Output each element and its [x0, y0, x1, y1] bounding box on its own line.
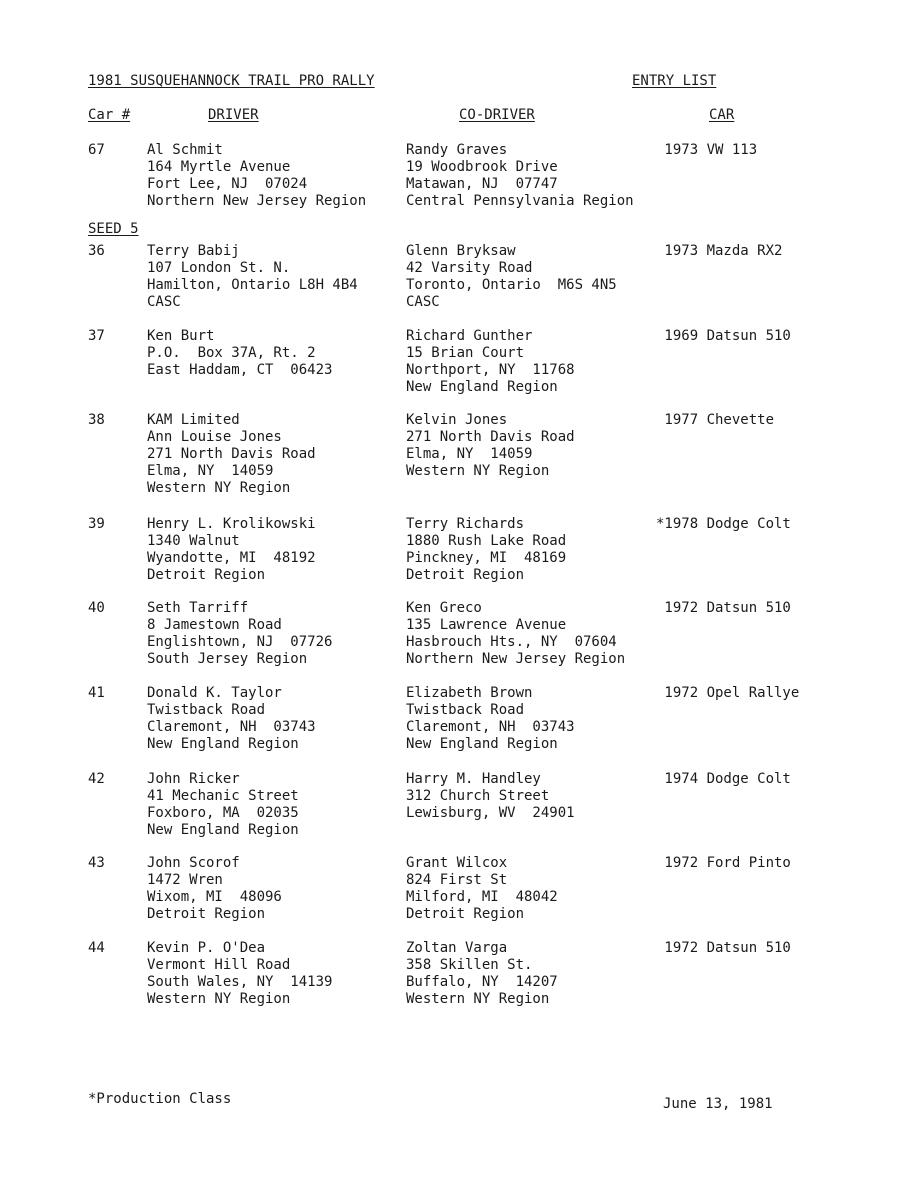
car-model: 1977 Chevette — [656, 412, 775, 428]
driver-line: South Jersey Region — [147, 651, 308, 667]
co-driver-line: Western NY Region — [406, 463, 550, 479]
co-driver-line: Twistback Road — [406, 702, 525, 718]
co-driver-line: Grant Wilcox — [406, 855, 508, 871]
driver-line: P.O. Box 37A, Rt. 2 — [147, 345, 316, 361]
co-driver-line: Elma, NY 14059 — [406, 446, 533, 462]
driver-line: New England Region — [147, 822, 299, 838]
driver-line: Englishtown, NJ 07726 — [147, 634, 333, 650]
driver-line: South Wales, NY 14139 — [147, 974, 333, 990]
co-driver-line: Matawan, NJ 07747 — [406, 176, 558, 192]
car-model: *1978 Dodge Colt — [656, 516, 791, 532]
co-driver-line: Buffalo, NY 14207 — [406, 974, 558, 990]
driver-line: Kevin P. O'Dea — [147, 940, 266, 956]
co-driver-line: 1880 Rush Lake Road — [406, 533, 567, 549]
co-driver-info — [406, 243, 617, 311]
driver-info — [147, 771, 299, 839]
co-driver-line: Terry Richards — [406, 516, 525, 532]
co-driver-line: 824 First St — [406, 872, 508, 888]
driver-line: Seth Tarriff — [147, 600, 249, 616]
driver-line: Elma, NY 14059 — [147, 463, 274, 479]
co-driver-line: Milford, MI 48042 — [406, 889, 558, 905]
co-driver-line: Ken Greco — [406, 600, 482, 616]
driver-line: 271 North Davis Road — [147, 446, 316, 462]
driver-line: Henry L. Krolikowski — [147, 516, 316, 532]
co-driver-line: CASC — [406, 294, 440, 310]
car-model: 1973 VW 113 — [656, 142, 758, 158]
co-driver-line: New England Region — [406, 736, 558, 752]
co-driver-info — [406, 855, 558, 923]
document-date: June 13, 1981 — [663, 1096, 773, 1112]
co-driver-line: Western NY Region — [406, 991, 550, 1007]
co-driver-line: Central Pennsylvania Region — [406, 193, 634, 209]
car-number: 36 — [88, 243, 105, 259]
co-driver-info — [406, 142, 634, 210]
co-driver-line: Detroit Region — [406, 906, 525, 922]
driver-info — [147, 855, 282, 923]
driver-info — [147, 412, 316, 497]
driver-line: 1340 Walnut — [147, 533, 240, 549]
car-number: 44 — [88, 940, 105, 956]
co-driver-line: Zoltan Varga — [406, 940, 508, 956]
driver-info — [147, 328, 332, 379]
co-driver-line: 358 Skillen St. — [406, 957, 533, 973]
document-title: 1981 SUSQUEHANNOCK TRAIL PRO RALLY — [88, 73, 375, 89]
co-driver-line: Richard Gunther — [406, 328, 533, 344]
column-header-car: CAR — [709, 107, 735, 123]
driver-line: Foxboro, MA 02035 — [147, 805, 299, 821]
driver-line: Western NY Region — [147, 480, 291, 496]
driver-line: 41 Mechanic Street — [147, 788, 299, 804]
driver-line: 8 Jamestown Road — [147, 617, 282, 633]
driver-line: Vermont Hill Road — [147, 957, 291, 973]
co-driver-line: Claremont, NH 03743 — [406, 719, 575, 735]
driver-line: 107 London St. N. — [147, 260, 291, 276]
co-driver-line: New England Region — [406, 379, 558, 395]
co-driver-line: Randy Graves — [406, 142, 508, 158]
driver-line: Al Schmit — [147, 142, 223, 158]
co-driver-line: 42 Varsity Road — [406, 260, 533, 276]
driver-info — [147, 516, 316, 584]
driver-line: Wixom, MI 48096 — [147, 889, 282, 905]
car-number: 43 — [88, 855, 105, 871]
car-model: 1969 Datsun 510 — [656, 328, 791, 344]
driver-line: Detroit Region — [147, 906, 266, 922]
car-number: 42 — [88, 771, 105, 787]
co-driver-line: 135 Lawrence Avenue — [406, 617, 567, 633]
car-model: 1972 Datsun 510 — [656, 600, 791, 616]
driver-line: John Ricker — [147, 771, 240, 787]
driver-info — [147, 940, 332, 1008]
seed-label: SEED 5 — [88, 221, 139, 237]
driver-line: 1472 Wren — [147, 872, 223, 888]
driver-line: KAM Limited — [147, 412, 240, 428]
driver-line: Wyandotte, MI 48192 — [147, 550, 316, 566]
co-driver-line: Elizabeth Brown — [406, 685, 533, 701]
co-driver-line: 19 Woodbrook Drive — [406, 159, 558, 175]
column-header-driver: DRIVER — [208, 107, 259, 123]
car-number: 38 — [88, 412, 105, 428]
driver-line: Western NY Region — [147, 991, 291, 1007]
co-driver-info — [406, 412, 575, 480]
car-model: 1972 Datsun 510 — [656, 940, 791, 956]
driver-info — [147, 600, 332, 668]
co-driver-line: Hasbrouch Hts., NY 07604 — [406, 634, 617, 650]
driver-line: Twistback Road — [147, 702, 266, 718]
co-driver-info — [406, 328, 575, 396]
column-header-co-driver: CO-DRIVER — [459, 107, 535, 123]
driver-info — [147, 142, 366, 210]
car-model: 1973 Mazda RX2 — [656, 243, 783, 259]
car-number: 39 — [88, 516, 105, 532]
car-number: 41 — [88, 685, 105, 701]
driver-line: CASC — [147, 294, 181, 310]
driver-line: John Scorof — [147, 855, 240, 871]
co-driver-line: Northern New Jersey Region — [406, 651, 626, 667]
driver-line: Detroit Region — [147, 567, 266, 583]
co-driver-line: Kelvin Jones — [406, 412, 508, 428]
car-model: 1972 Ford Pinto — [656, 855, 791, 871]
driver-line: East Haddam, CT 06423 — [147, 362, 333, 378]
driver-line: Fort Lee, NJ 07024 — [147, 176, 308, 192]
driver-line: New England Region — [147, 736, 299, 752]
co-driver-line: Northport, NY 11768 — [406, 362, 575, 378]
co-driver-line: Toronto, Ontario M6S 4N5 — [406, 277, 617, 293]
co-driver-line: 312 Church Street — [406, 788, 550, 804]
driver-line: Ann Louise Jones — [147, 429, 282, 445]
co-driver-line: Glenn Bryksaw — [406, 243, 516, 259]
driver-line: Terry Babij — [147, 243, 240, 259]
co-driver-line: 271 North Davis Road — [406, 429, 575, 445]
driver-info — [147, 685, 316, 753]
co-driver-line: Harry M. Handley — [406, 771, 541, 787]
car-model: 1974 Dodge Colt — [656, 771, 791, 787]
co-driver-line: Pinckney, MI 48169 — [406, 550, 567, 566]
footnote: *Production Class — [88, 1091, 232, 1107]
car-number: 40 — [88, 600, 105, 616]
driver-info — [147, 243, 358, 311]
driver-line: Ken Burt — [147, 328, 215, 344]
co-driver-info — [406, 771, 575, 822]
co-driver-line: Lewisburg, WV 24901 — [406, 805, 575, 821]
co-driver-info — [406, 516, 566, 584]
column-header-car-number: Car # — [88, 107, 131, 123]
co-driver-info — [406, 940, 558, 1008]
driver-line: Claremont, NH 03743 — [147, 719, 316, 735]
driver-line: Hamilton, Ontario L8H 4B4 — [147, 277, 358, 293]
co-driver-line: 15 Brian Court — [406, 345, 525, 361]
car-model: 1972 Opel Rallye — [656, 685, 800, 701]
driver-line: Donald K. Taylor — [147, 685, 282, 701]
driver-line: 164 Myrtle Avenue — [147, 159, 291, 175]
list-label: ENTRY LIST — [632, 73, 717, 89]
co-driver-line: Detroit Region — [406, 567, 525, 583]
co-driver-info — [406, 685, 575, 753]
co-driver-info — [406, 600, 625, 668]
driver-line: Northern New Jersey Region — [147, 193, 367, 209]
car-number: 67 — [88, 142, 105, 158]
car-number: 37 — [88, 328, 105, 344]
